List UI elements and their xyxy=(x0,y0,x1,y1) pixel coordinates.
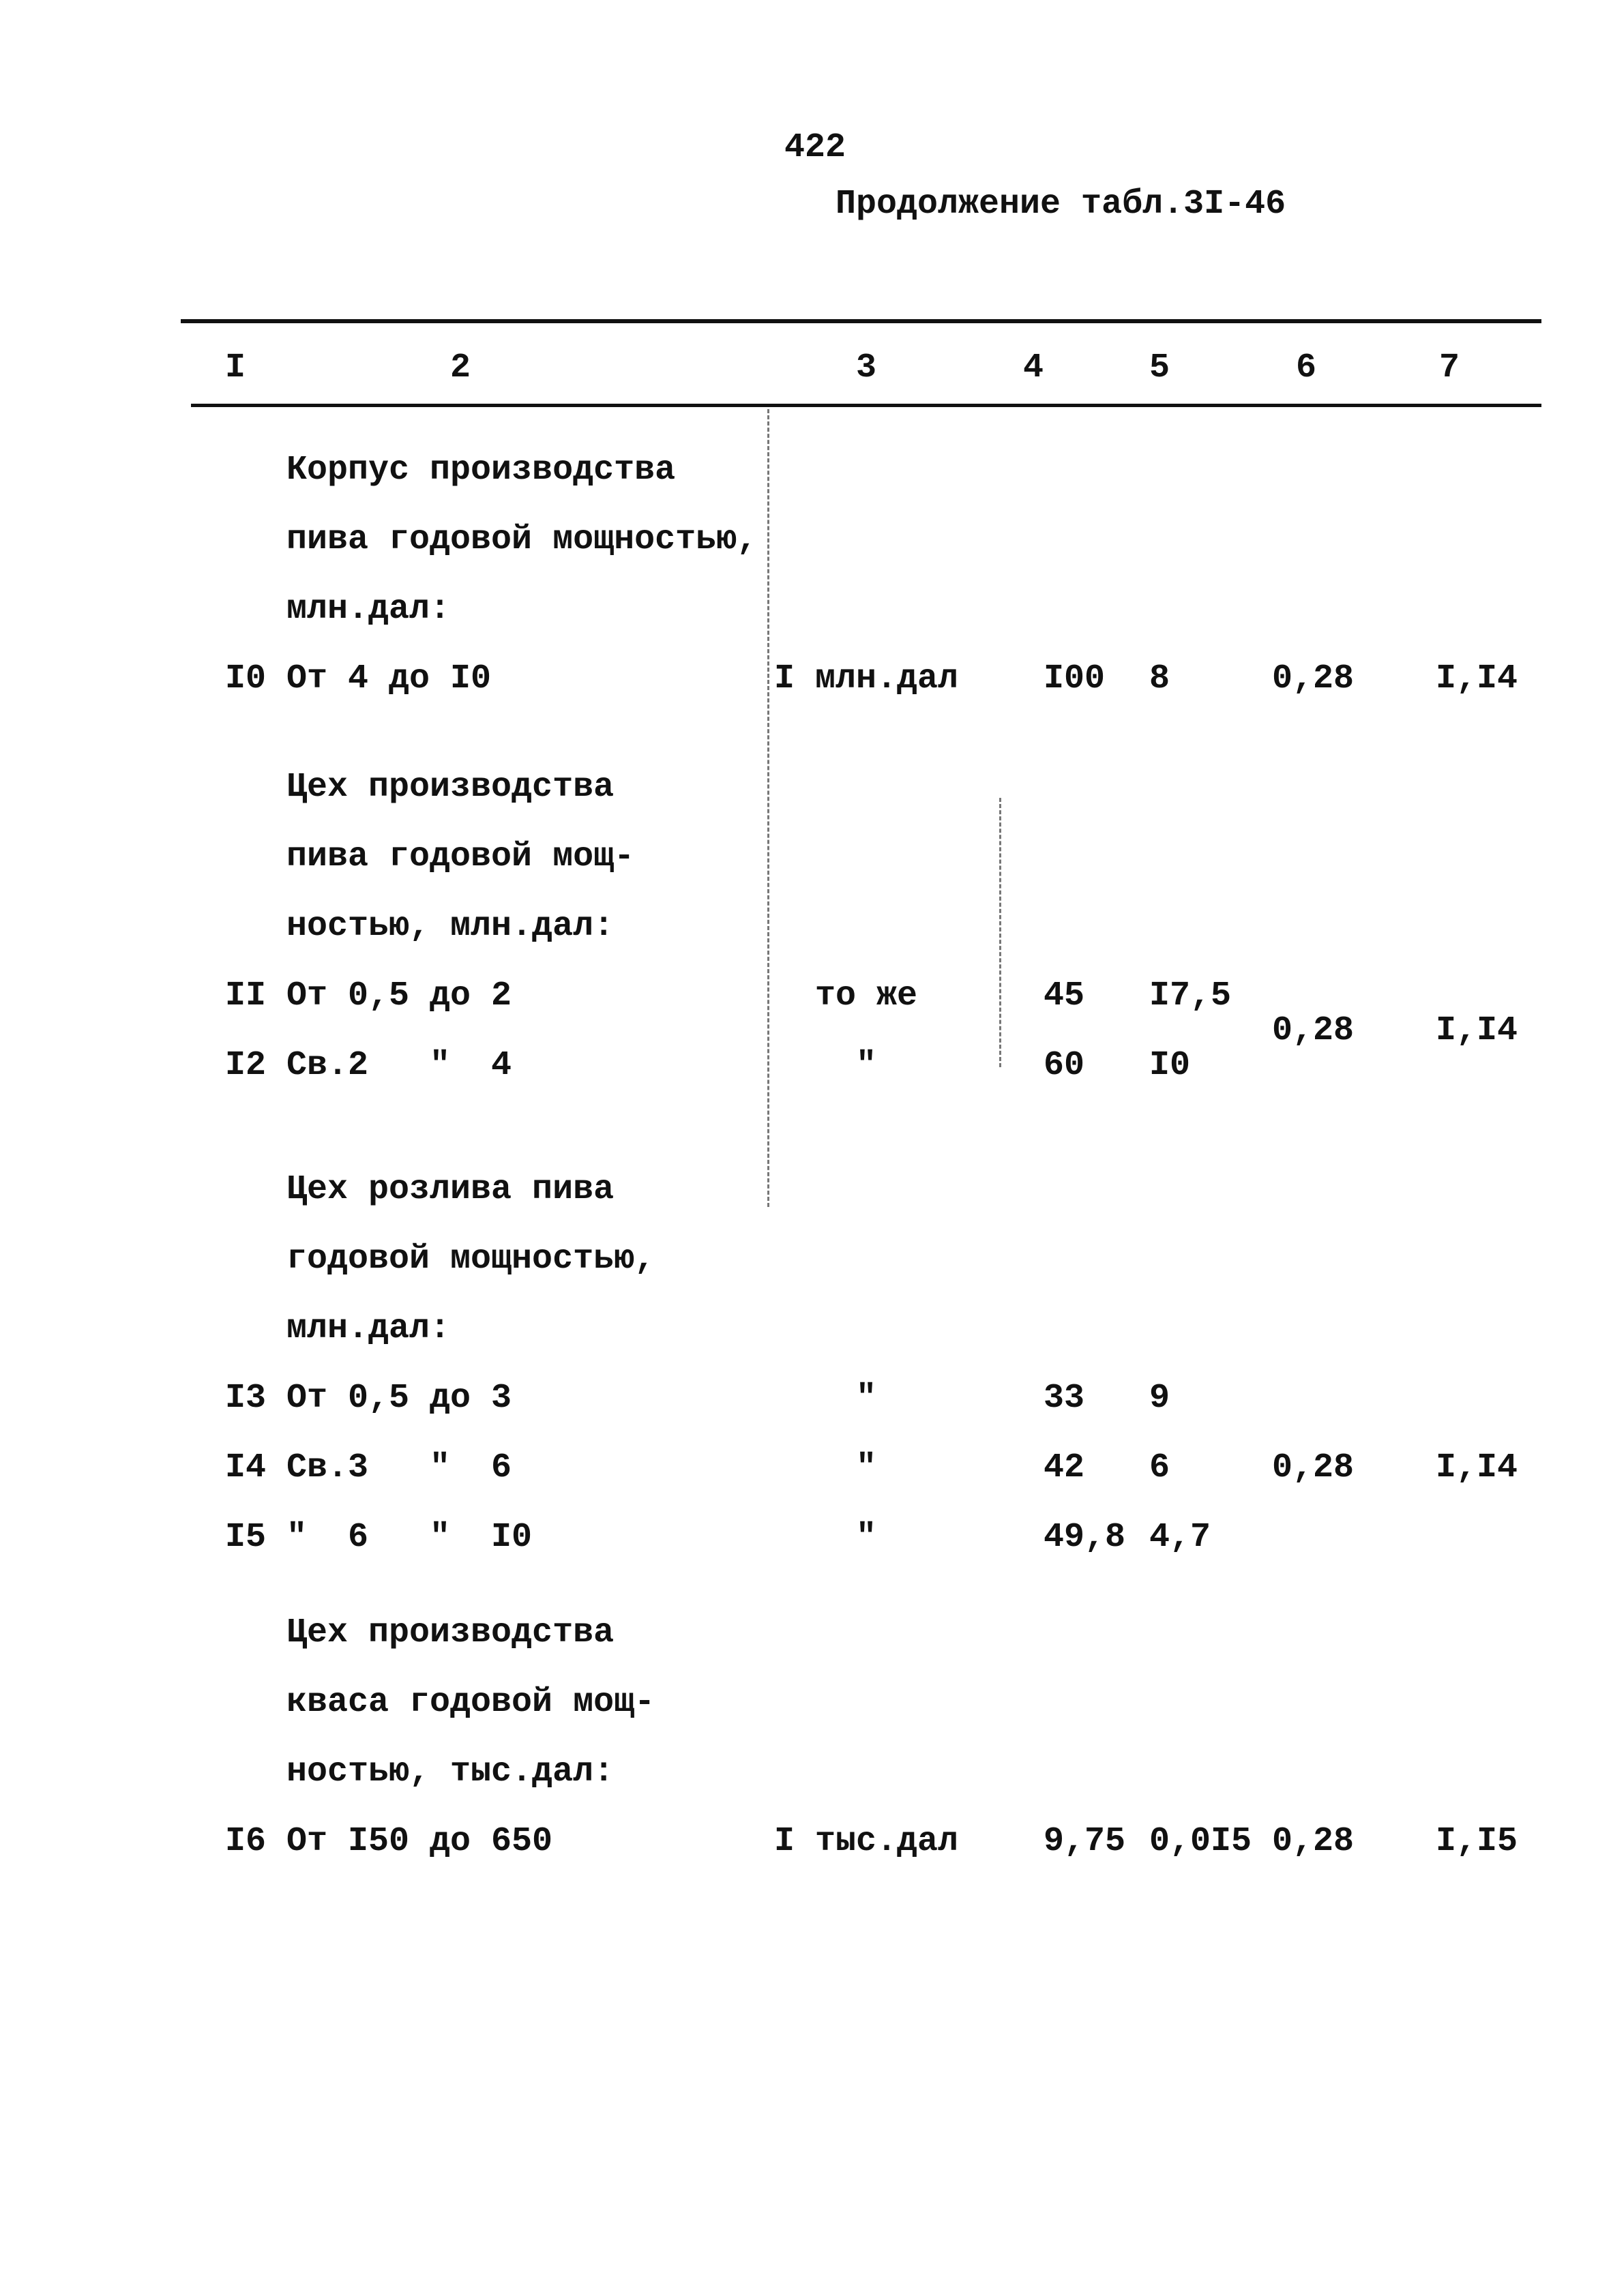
page-number: 422 xyxy=(784,128,846,167)
row-col-4: 9,75 xyxy=(1044,1822,1126,1861)
row-unit: " xyxy=(855,1379,876,1418)
row-number: I0 xyxy=(225,659,267,698)
row-col-4: I00 xyxy=(1044,659,1106,698)
table-top-rule xyxy=(181,319,1541,323)
row-number: I5 xyxy=(225,1518,267,1557)
group-col-6: 0,28 xyxy=(1272,659,1355,698)
row-unit: I млн.дал xyxy=(773,659,959,698)
row-col-5: 4,7 xyxy=(1149,1518,1211,1557)
row-name: От 4 до I0 xyxy=(286,659,492,698)
group-title-line: кваса годовой мощ- xyxy=(286,1683,655,1722)
row-col-4: 45 xyxy=(1044,976,1085,1015)
row-col-5: 9 xyxy=(1149,1379,1170,1418)
group-title-line: млн.дал: xyxy=(286,1309,451,1348)
row-col-4: 33 xyxy=(1044,1379,1085,1418)
row-col-4: 42 xyxy=(1044,1448,1085,1487)
table-header-rule xyxy=(191,404,1541,407)
header-col-3: 3 xyxy=(856,348,877,387)
group-title-line: ностью, тыс.дал: xyxy=(286,1753,615,1791)
row-col-5: I7,5 xyxy=(1149,976,1232,1015)
header-col-1: I xyxy=(225,348,246,387)
row-unit: то же xyxy=(814,976,918,1015)
row-name: " 6 " I0 xyxy=(286,1518,533,1557)
row-unit: I тыс.дал xyxy=(773,1822,959,1861)
group-col-6: 0,28 xyxy=(1272,1448,1355,1487)
row-number: I3 xyxy=(225,1379,267,1418)
header-col-2: 2 xyxy=(450,348,471,387)
header-col-7: 7 xyxy=(1439,348,1460,387)
row-name: Св.2 " 4 xyxy=(286,1046,512,1085)
group-title-line: Корпус производства xyxy=(286,451,676,490)
group-col-6: 0,28 xyxy=(1272,1011,1355,1050)
group-col-6: 0,28 xyxy=(1272,1822,1355,1861)
group-title-line: годовой мощностью, xyxy=(286,1240,655,1279)
row-name: От 0,5 до 3 xyxy=(286,1379,512,1418)
row-col-5: 6 xyxy=(1149,1448,1170,1487)
row-name: От 0,5 до 2 xyxy=(286,976,512,1015)
row-col-5: I0 xyxy=(1149,1046,1191,1085)
header-col-5: 5 xyxy=(1149,348,1170,387)
row-col-4: 60 xyxy=(1044,1046,1085,1085)
row-number: II xyxy=(225,976,267,1015)
row-number: I4 xyxy=(225,1448,267,1487)
group-col-7: I,I4 xyxy=(1436,1011,1518,1050)
row-name: Св.3 " 6 xyxy=(286,1448,512,1487)
group-col-7: I,I4 xyxy=(1436,659,1518,698)
row-unit: " xyxy=(855,1518,876,1557)
group-title-line: Цех производства xyxy=(286,1613,615,1652)
row-col-5: 0,0I5 xyxy=(1149,1822,1252,1861)
row-unit: " xyxy=(855,1448,876,1487)
group-title-line: пива годовой мощ- xyxy=(286,837,635,876)
row-number: I2 xyxy=(225,1046,267,1085)
table-caption: Продолжение табл.3I-46 xyxy=(836,185,1286,224)
column-divider xyxy=(999,798,1001,1067)
group-title-line: млн.дал: xyxy=(286,590,451,629)
row-col-5: 8 xyxy=(1149,659,1170,698)
group-title-line: пива годовой мощностью, xyxy=(286,520,758,559)
group-title-line: Цех розлива пива xyxy=(286,1170,615,1209)
group-col-7: I,I4 xyxy=(1436,1448,1518,1487)
header-col-4: 4 xyxy=(1023,348,1044,387)
row-number: I6 xyxy=(225,1822,267,1861)
row-name: От I50 до 650 xyxy=(286,1822,553,1861)
group-title-line: ностью, млн.дал: xyxy=(286,907,615,946)
group-col-7: I,I5 xyxy=(1436,1822,1518,1861)
row-col-4: 49,8 xyxy=(1044,1518,1126,1557)
group-title-line: Цех производства xyxy=(286,768,615,807)
column-divider xyxy=(767,409,769,1207)
row-unit: " xyxy=(855,1046,876,1085)
header-col-6: 6 xyxy=(1296,348,1317,387)
